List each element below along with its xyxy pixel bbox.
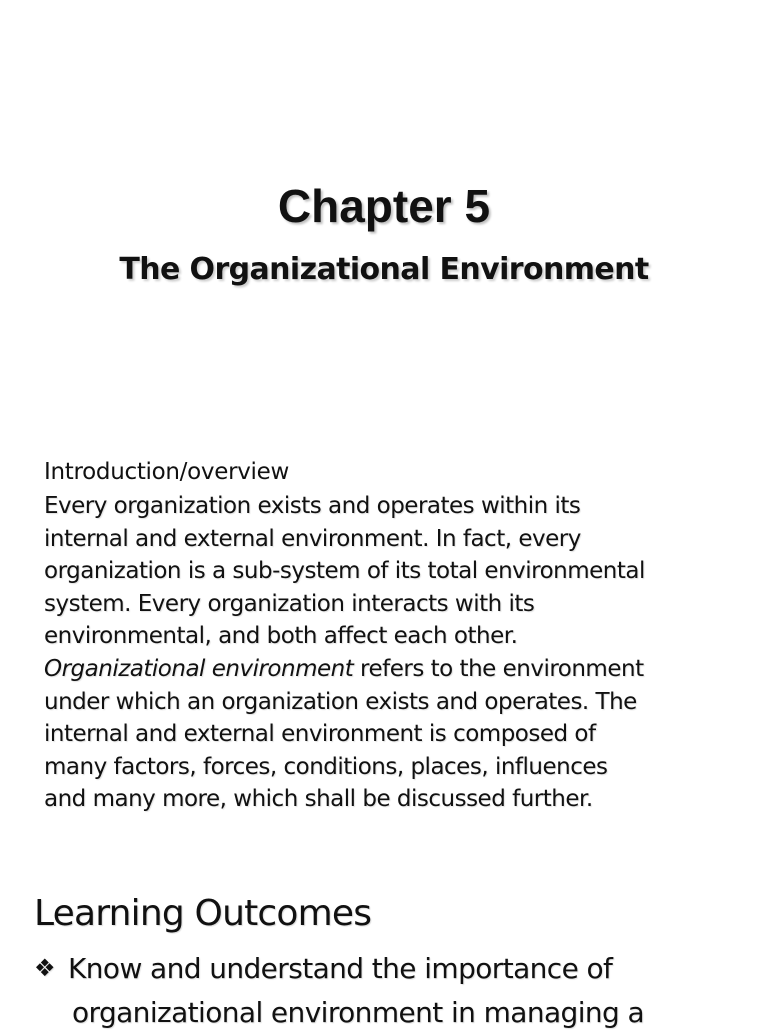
outcome-line (34, 946, 754, 991)
introduction-section (44, 456, 744, 816)
introduction-paragraph (44, 490, 744, 816)
intro-line-rest: refers to the environment (360, 655, 644, 682)
intro-line: under which an organization exists and operates. The (44, 688, 637, 715)
intro-line: and many more, which shall be discussed further. (44, 786, 593, 813)
italic-term: Organizational environment (44, 655, 354, 682)
introduction-heading: Introduction/overview (44, 459, 289, 485)
intro-line: environmental, and both affect each other. (44, 623, 518, 650)
outcome-line: organizational environment in managing a (72, 996, 645, 1029)
intro-line: many factors, forces, conditions, places, influences (44, 753, 608, 780)
learning-outcome-text (34, 946, 754, 1035)
intro-line: system. Every organization interacts with its (44, 590, 535, 617)
intro-line: internal and external environment is composed of (44, 721, 596, 748)
chapter-subtitle: The Organizational Environment (119, 252, 649, 287)
learning-outcome-item (34, 946, 754, 1035)
intro-line-with-term (44, 653, 744, 686)
chapter-title: Chapter 5 (277, 180, 491, 232)
intro-line: Every organization exists and operates within its (44, 493, 581, 519)
diamond-bullet-icon: ❖ (34, 954, 55, 982)
intro-line: internal and external environment. In fact, every (44, 525, 581, 552)
outcome-line-text: Know and understand the importance of (68, 952, 613, 985)
learning-outcomes-title: Learning Outcomes (34, 893, 372, 934)
intro-line: organization is a sub-system of its total environmental (44, 558, 645, 585)
